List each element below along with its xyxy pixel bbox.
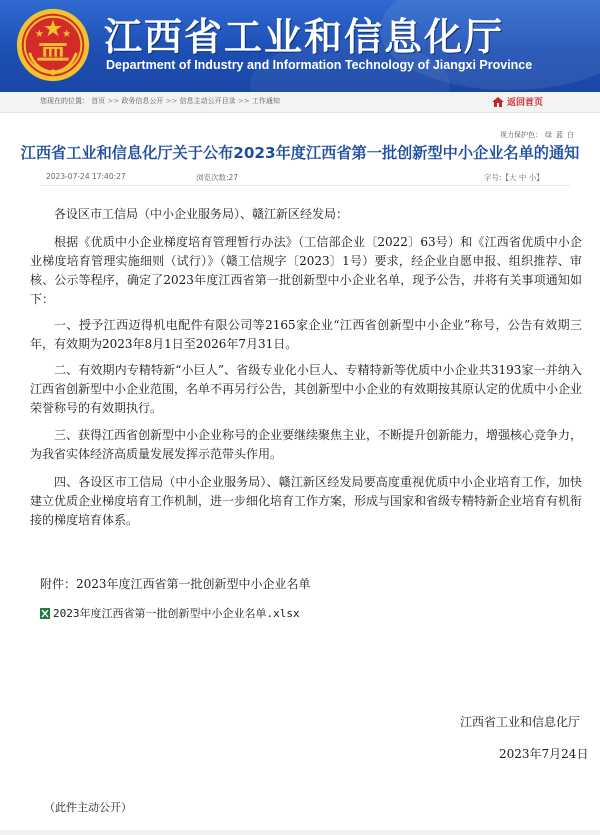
view-count: 浏览次数:27 <box>196 173 239 182</box>
breadcrumb-separator: >> <box>107 97 120 105</box>
attachment-label: 附件：2023年度江西省第一批创新型中小企业名单 <box>40 577 311 591</box>
signature-date: 2023年7月24日 <box>499 747 589 761</box>
paragraph-intro: 根据《优质中小企业梯度培育管理暂行办法》（工信部企业〔2022〕63号）和《江西省优质中小企业梯度培育管理实施细则（试行）》（赣工信规字〔2023〕1号）要求，经企业自愿申报、组织推荐、审核、公示等程序，确定了2023年度江西省第一批创新型中小企业名单，现予公告，并将有关事项通知如下： <box>30 235 582 306</box>
site-header <box>0 0 600 92</box>
breadcrumb-bar <box>0 92 600 113</box>
breadcrumb-separator: >> <box>165 97 178 105</box>
color-option-green[interactable]: 绿 <box>545 131 552 139</box>
signature-organization: 江西省工业和信息化厅 <box>460 715 581 729</box>
breadcrumb-item-disclosure-catalog[interactable]: 信息主动公开目录 <box>179 97 236 105</box>
paragraph-item-3: 三、获得江西省创新型中小企业称号的企业要继续聚焦主业，不断提升创新能力，增强核心竞争力，为我省实体经济高质量发展发挥示范带头作用。 <box>30 428 583 461</box>
eye-protection-colors <box>500 130 575 140</box>
eye-protection-label: 视力保护色： <box>500 131 542 139</box>
breadcrumb <box>40 96 280 106</box>
breadcrumb-separator: >> <box>237 97 250 105</box>
home-icon <box>492 97 504 107</box>
divider <box>40 185 570 186</box>
salutation: 各设区市工信局（中小企业服务局）、赣江新区经发局： <box>54 207 349 221</box>
attachment-file-link[interactable]: 2023年度江西省第一批创新型中小企业名单.xlsx <box>53 607 300 620</box>
return-home-label: 返回首页 <box>507 98 544 108</box>
breadcrumb-item-government-info[interactable]: 政务信息公开 <box>121 97 164 105</box>
color-option-blue[interactable]: 蓝 <box>556 131 563 139</box>
excel-file-icon <box>40 608 50 619</box>
publish-date: 2023-07-24 17:40:27 <box>46 172 126 181</box>
site-subtitle: Department of Industry and Information Technology of Jiangxi Province <box>106 58 533 72</box>
paragraph-item-4: 四、各设区市工信局（中小企业服务局）、赣江新区经发局要高度重视优质中小企业培育工作，加快建立优质企业梯度培育工作机制，进一步细化培育工作方案，形成与国家和省级专精特新企业培育有机衔接的梯度培育体系。 <box>30 475 583 527</box>
font-size-selector[interactable]: 字号:【大 中 小】 <box>484 173 544 182</box>
breadcrumb-prefix: 您现在的位置： <box>40 97 89 105</box>
breadcrumb-item-work-notice[interactable]: 工作通知 <box>251 97 280 105</box>
national-emblem-icon <box>14 6 92 84</box>
breadcrumb-item-home[interactable]: 首页 <box>91 97 106 105</box>
footer-strip <box>0 830 600 835</box>
site-title: 江西省工业和信息化厅 <box>104 15 505 59</box>
paragraph-item-2: 二、有效期内专精特新“小巨人”、省级专业化小巨人、专精特新等优质中小企业共3193家一并纳入江西省创新型中小企业范围，名单不再另行公告，其创新型中小企业的有效期按其原认定的优质中小企业荣誉称号的有效期执行。 <box>30 363 583 415</box>
attachment-file[interactable] <box>40 605 300 621</box>
article-title: 江西省工业和信息化厅关于公布2023年度江西省第一批创新型中小企业名单的通知 <box>20 144 580 162</box>
disclosure-note: （此件主动公开） <box>44 801 132 814</box>
paragraph-item-1: 一、授予江西迈得机电配件有限公司等2165家企业“江西省创新型中小企业”称号，公告有效期三年，有效期为2023年8月1日至2026年7月31日。 <box>30 318 582 351</box>
color-option-white[interactable]: 白 <box>567 131 574 139</box>
return-home-button[interactable] <box>492 95 543 108</box>
